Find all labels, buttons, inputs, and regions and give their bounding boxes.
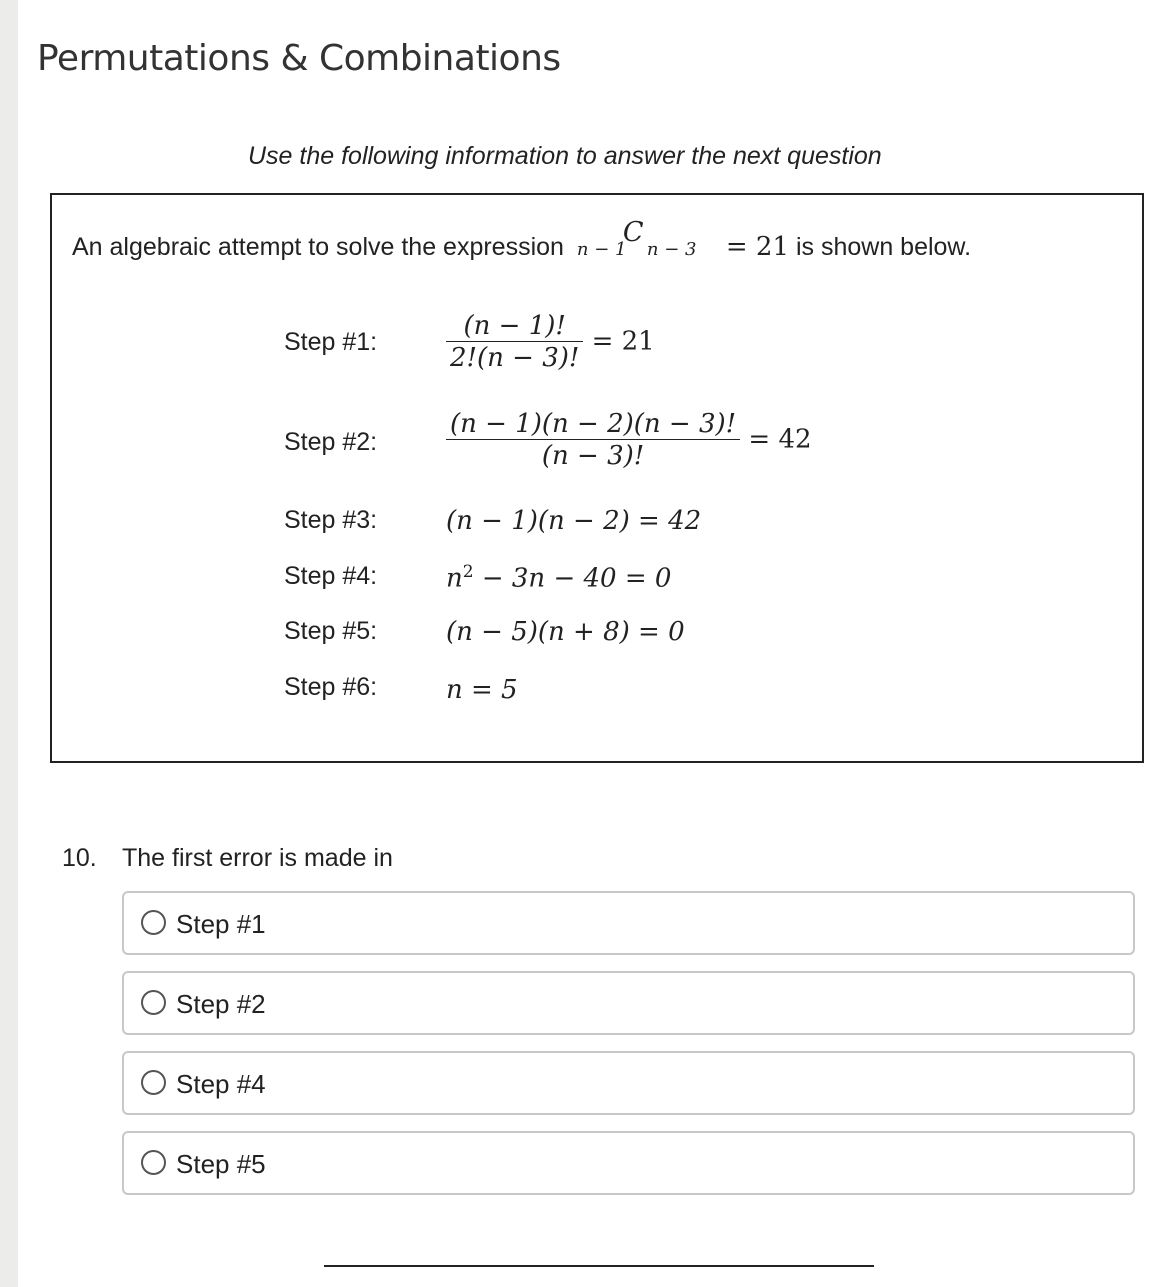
question-number: 10.	[62, 844, 97, 872]
question-text: The first error is made in	[122, 844, 393, 872]
step-2-rhs: = 42	[748, 424, 812, 455]
step-1-rhs: = 21	[591, 326, 655, 357]
combination-expression	[571, 217, 719, 260]
step-6-expression: n = 5	[446, 675, 518, 705]
step-2-label: Step #2:	[284, 428, 378, 456]
instruction-text: Use the following information to answer the next question	[248, 142, 882, 170]
answer-option-step-4[interactable]	[122, 1051, 1135, 1115]
step-1-denominator: 2!(n − 3)!	[450, 343, 580, 373]
intro-prefix: An algebraic attempt to solve the expression	[72, 233, 564, 261]
radio-circle-icon[interactable]	[141, 910, 166, 935]
step-4-exponent: 2	[462, 562, 474, 582]
step-2-numerator: (n − 1)(n − 2)(n − 3)!	[446, 409, 740, 440]
combination-r-subscript: n − 3	[646, 239, 697, 260]
step-4-rest: − 3n − 40 = 0	[473, 563, 672, 594]
step-4-base: n	[446, 563, 463, 594]
left-margin-strip	[0, 0, 18, 1287]
answer-option-step-1[interactable]	[122, 891, 1135, 955]
step-1-fraction	[446, 311, 583, 374]
footer-divider	[324, 1265, 874, 1267]
step-4-label: Step #4:	[284, 562, 378, 590]
answer-option-label: Step #2	[176, 989, 266, 1019]
step-2-expression	[446, 409, 812, 472]
answer-option-step-5[interactable]	[122, 1131, 1135, 1195]
radio-circle-icon[interactable]	[141, 1150, 166, 1175]
step-3-expression: (n − 1)(n − 2) = 42	[446, 506, 702, 536]
radio-circle-icon[interactable]	[141, 1070, 166, 1095]
step-1-expression	[446, 311, 655, 374]
answer-option-label: Step #5	[176, 1149, 266, 1179]
intro-sentence	[72, 217, 972, 262]
step-1-numerator: (n − 1)!	[446, 311, 583, 342]
step-2-fraction	[446, 409, 740, 472]
step-1-label: Step #1:	[284, 328, 378, 356]
question-prompt	[62, 844, 393, 873]
expression-equals: = 21	[725, 232, 789, 262]
combination-n-subscript: n − 1	[576, 239, 627, 260]
intro-suffix: is shown below.	[795, 233, 972, 261]
step-3-label: Step #3:	[284, 506, 378, 534]
step-6-label: Step #6:	[284, 673, 378, 701]
step-5-label: Step #5:	[284, 617, 378, 645]
page-title: Permutations & Combinations	[37, 38, 561, 80]
answer-option-step-2[interactable]	[122, 971, 1135, 1035]
answer-option-label: Step #4	[176, 1069, 266, 1099]
step-2-denominator: (n − 3)!	[541, 441, 645, 471]
information-box	[50, 193, 1144, 763]
combination-symbol: C	[622, 217, 644, 248]
step-4-expression	[446, 562, 671, 594]
answer-option-label: Step #1	[176, 909, 266, 939]
radio-circle-icon[interactable]	[141, 990, 166, 1015]
step-5-expression: (n − 5)(n + 8) = 0	[446, 617, 685, 647]
